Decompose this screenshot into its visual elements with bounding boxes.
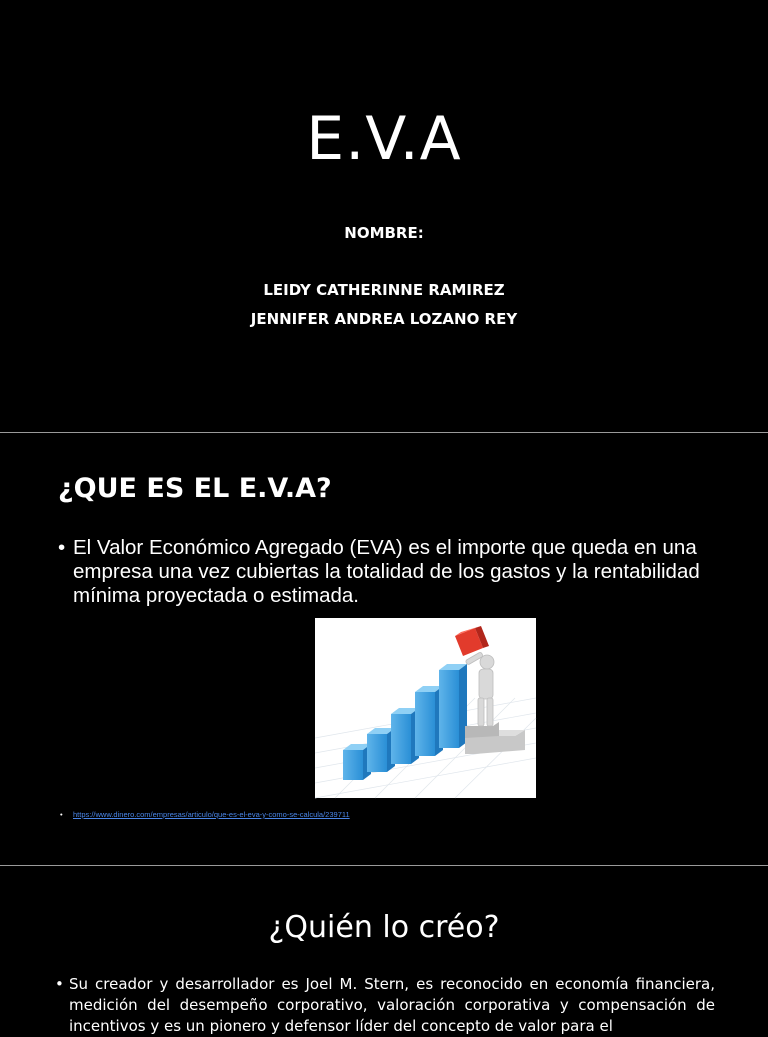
source-link[interactable]: https://www.dinero.com/empresas/articulo/que-es-el-eva-y-como-se-calcula/23971​1: [73, 810, 350, 819]
slide-title: ¿QUE ES EL E.V.A?: [58, 473, 332, 504]
creator-bullet: [55, 974, 715, 1037]
growth-chart-image: [315, 618, 536, 798]
growth-bar-chart-illustration-icon: [315, 618, 536, 798]
name-label: NOMBRE:: [344, 224, 424, 242]
definition-text: El Valor Económico Agregado (EVA) es el importe que queda en una empresa una vez cubiertas la totalidad de los gastos y la rentabilidad mínima proyectada o estimada.: [73, 536, 700, 607]
author-name-2: JENNIFER ANDREA LOZANO REY: [250, 310, 518, 328]
bullet-icon: •: [58, 536, 66, 559]
presentation-title: E.V.A: [306, 104, 462, 174]
bullet-icon: •: [60, 810, 63, 819]
title-slide: [0, 0, 768, 432]
bullet-icon: •: [55, 975, 64, 993]
creator-text: Su creador y desarrollador es Joel M. Stern, es reconocido en economía financiera, medición del desempeño corporativo, valoración corporativa y compensación de incentivos y es un pionero y defensor líder del concepto de valor para el: [69, 975, 715, 1035]
creator-slide: [0, 866, 768, 1035]
definition-slide: [0, 433, 768, 865]
definition-bullet: [58, 536, 728, 608]
slide-title: ¿Quién lo créo?: [268, 910, 500, 945]
source-link-row: [60, 810, 350, 819]
author-name-1: LEIDY CATHERINNE RAMIREZ: [263, 281, 505, 299]
